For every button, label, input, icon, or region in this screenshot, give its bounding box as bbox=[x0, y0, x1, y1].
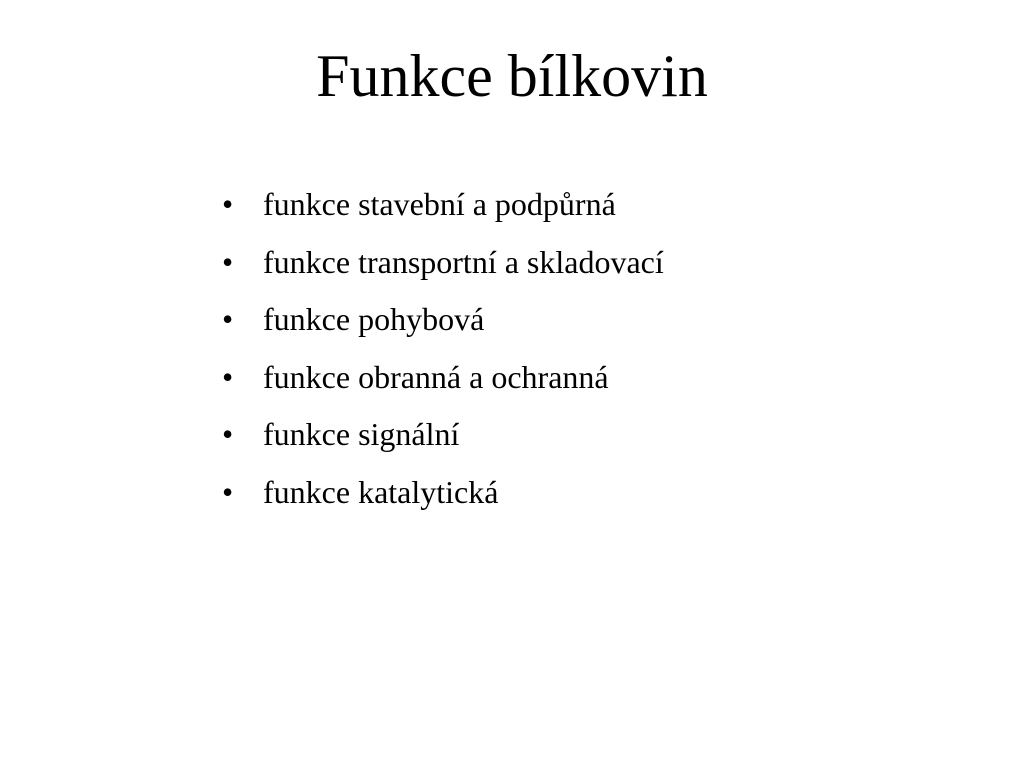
list-item bbox=[222, 406, 664, 464]
bullet-icon: • bbox=[222, 301, 234, 337]
list-item bbox=[222, 349, 664, 407]
bullet-icon: • bbox=[222, 473, 234, 510]
list-item-text: funkce stavební a podpůrná bbox=[263, 186, 616, 222]
bullet-icon: • bbox=[222, 358, 234, 395]
list-item bbox=[222, 464, 664, 522]
list-item bbox=[222, 234, 664, 292]
bullet-icon: • bbox=[222, 243, 234, 280]
list-item-text: funkce pohybová bbox=[263, 301, 485, 337]
bullet-icon: • bbox=[222, 416, 234, 452]
bullet-list bbox=[222, 176, 664, 521]
bullet-icon: • bbox=[222, 186, 234, 222]
list-item-text: funkce transportní a skladovací bbox=[263, 243, 664, 280]
list-item bbox=[222, 291, 664, 349]
list-item-text: funkce obranná a ochranná bbox=[263, 358, 609, 395]
list-item-text: funkce signální bbox=[263, 416, 460, 452]
slide-title: Funkce bílkovin bbox=[316, 43, 708, 109]
list-item bbox=[222, 176, 664, 234]
list-item-text: funkce katalytická bbox=[263, 473, 499, 510]
